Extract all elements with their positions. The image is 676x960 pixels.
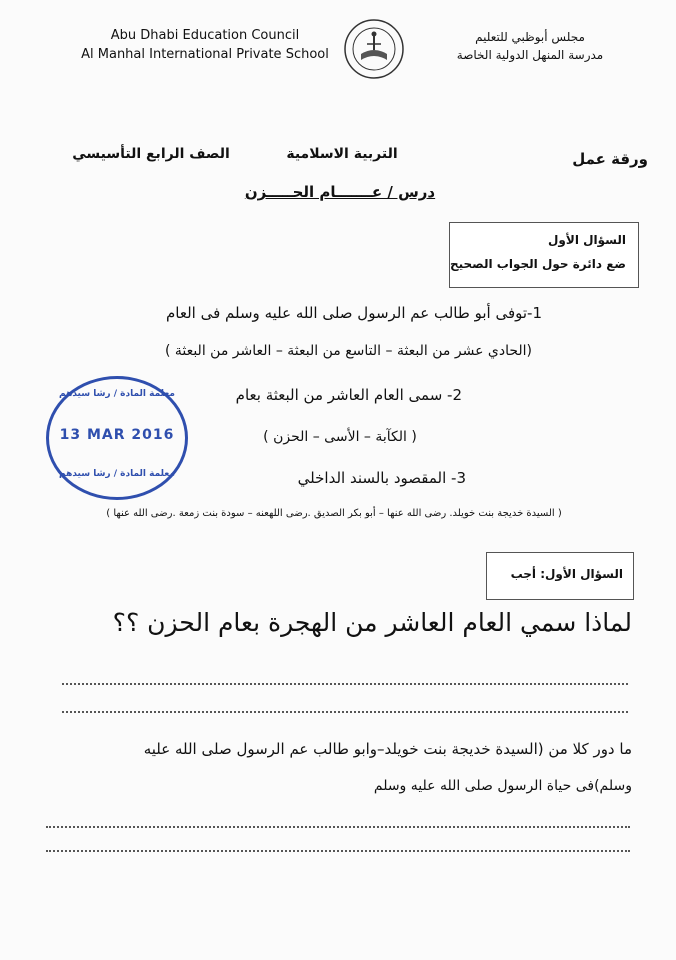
- question-3-options: ( السيدة خديجة بنت خويلد. رضى الله عنها – أبو بكر الصديق .رضى اللهعنه – سودة بنت زمعة .رضى الله عنها ): [106, 508, 562, 519]
- question1-title: السؤال الأول: [548, 233, 626, 247]
- question-1-options: (الحادي عشر من البعثة – التاسع من البعثة – العاشر من البعثة ): [164, 343, 532, 359]
- answer-line-2: [62, 711, 628, 713]
- question-2-text: 2- سمى العام العاشر من البعثة بعام: [235, 386, 462, 404]
- header-english: [80, 26, 330, 64]
- subject-label: التربية الاسلامية: [286, 146, 398, 162]
- header-arabic: [420, 28, 640, 64]
- council-name-ar: مجلس أبوظبي للتعليم: [475, 30, 585, 44]
- answer-line-4: [46, 850, 630, 852]
- question-3b-line-1: ما دور كلا من (السيدة خديجة بنت خويلد–وابو طالب عم الرسول صلى الله عليه: [143, 740, 632, 758]
- lesson-title: درس / عـــــــام الحـــــزن: [244, 183, 436, 201]
- school-name-en: Al Manhal International Private School: [81, 47, 329, 62]
- answer-line-3: [46, 826, 630, 828]
- stamp-text-top: معلمة المادة / رشا سيدهم: [59, 389, 175, 399]
- worksheet-label: ورقة عمل: [572, 150, 648, 168]
- council-name-en: Abu Dhabi Education Council: [110, 28, 300, 43]
- school-logo: [343, 18, 405, 80]
- question-1-text: 1-توفى أبو طالب عم الرسول صلى الله عليه وسلم فى العام: [166, 304, 542, 322]
- stamp-date: 13 MAR 2016: [59, 427, 175, 443]
- question1-box: [449, 222, 639, 288]
- question2-title: السؤال الأول: أجب: [510, 567, 623, 581]
- question1-instruction: ضع دائرة حول الجواب الصحيح: [449, 257, 626, 271]
- school-name-ar: مدرسة المنهل الدولية الخاصة: [456, 48, 604, 62]
- big-question: لماذا سمي العام العاشر من الهجرة بعام الحزن ؟؟: [112, 608, 632, 637]
- stamp-text-bottom: معلمة المادة / رشا سيدهم: [59, 469, 175, 479]
- question2-box: [486, 552, 634, 600]
- question-2-options: ( الكآبة – الأسى – الحزن ): [263, 429, 417, 445]
- teacher-stamp: [46, 376, 188, 500]
- answer-line-1: [62, 683, 628, 685]
- question-3-text: 3- المقصود بالسند الداخلي: [297, 469, 466, 487]
- question-3b-line-2: وسلم)فى حياة الرسول صلى الله عليه وسلم: [373, 778, 632, 794]
- grade-label: الصف الرابع التأسيسي: [72, 146, 230, 162]
